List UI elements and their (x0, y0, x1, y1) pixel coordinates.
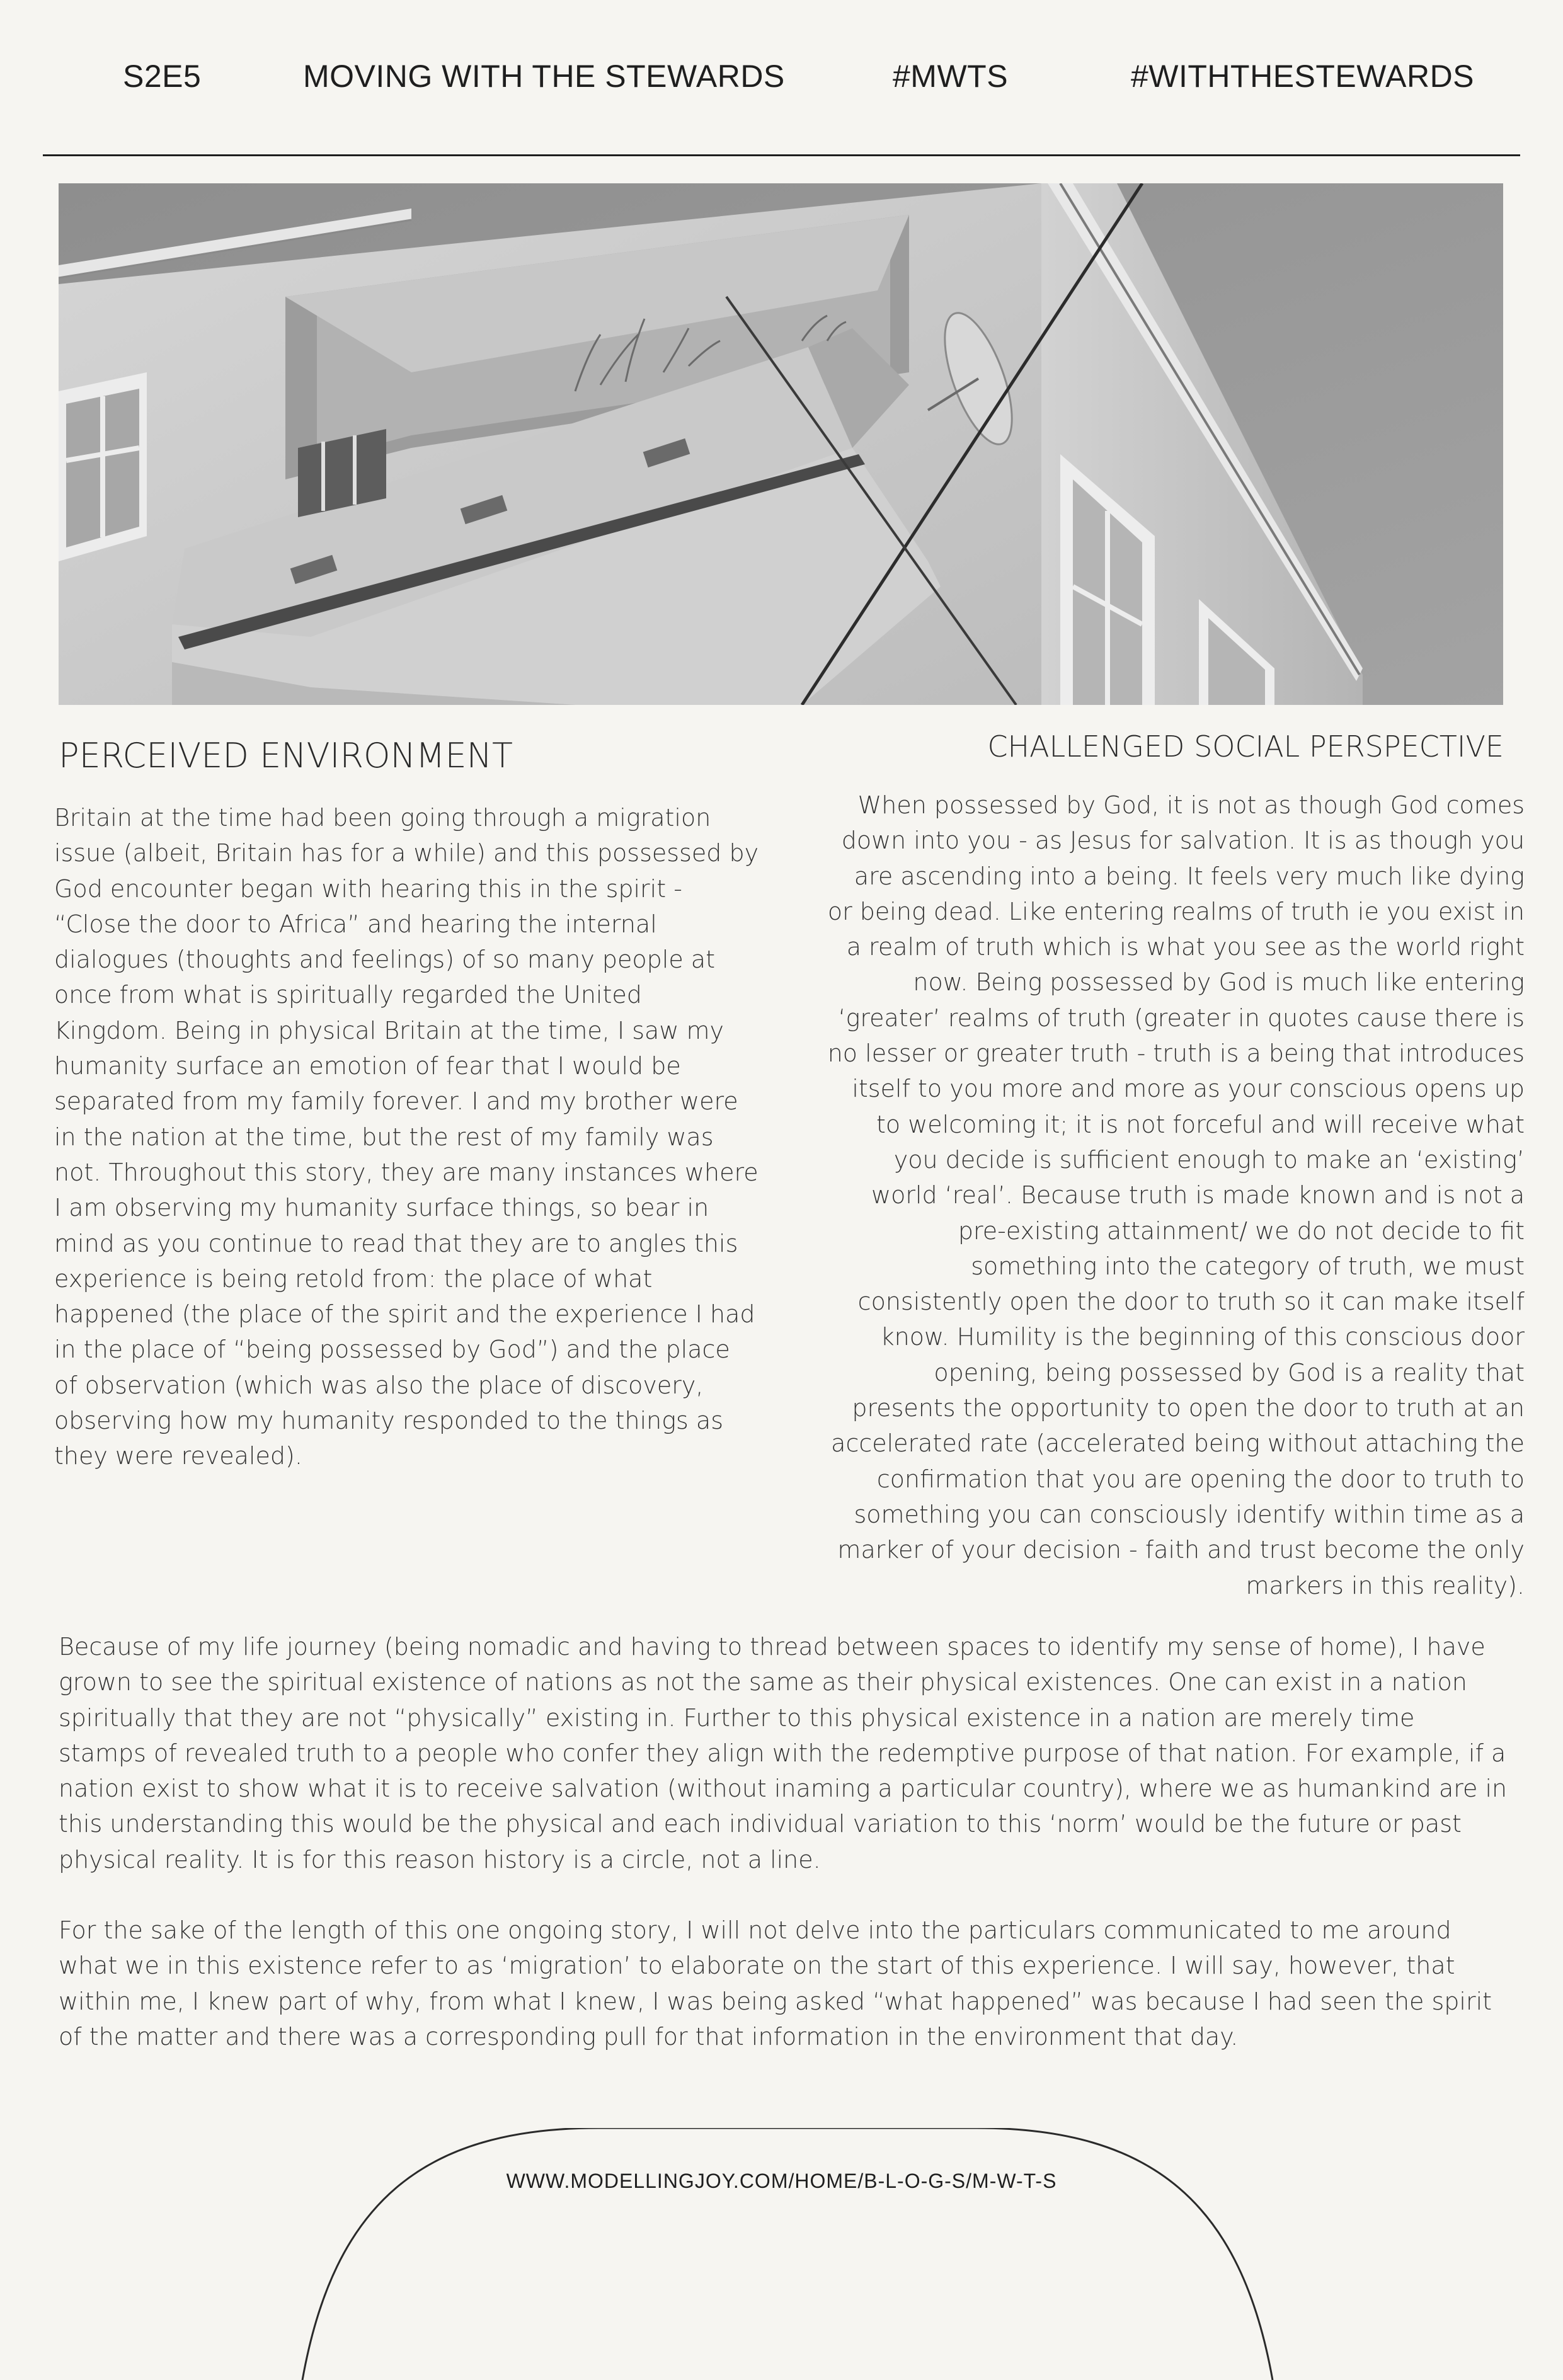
page-title: MOVING WITH THE STEWARDS (303, 59, 785, 94)
footer-arc (296, 2128, 1279, 2380)
perceived-environment-heading: PERCEIVED ENVIRONMENT (59, 736, 513, 775)
building-illustration (59, 183, 1503, 705)
body-paragraph-1: Because of my life journey (being nomadic and having to thread between spaces to identify my sense of home), I have grown to see the spiritual existence of nations as not the same as their physical existences. One can exist in a nation spiritually that they are not “physically” existing in. Further to this physical existence in a nation are merely time stamps of revealed truth to a people who confer they align with the redemptive purpose of that nation. For example, if a nation exist to show what it is to receive salvation (without inaming a particular country), where we as humankind are in this understanding this would be the physical and each individual variation to this ‘norm’ would be the future or past physical reality. It is for this reason history is a circle, not a line. (59, 1633, 1508, 1874)
challenged-social-perspective-text (825, 787, 1525, 1603)
perceived-environment-text (54, 800, 760, 1474)
header-divider (43, 154, 1520, 156)
header (0, 58, 1563, 102)
building-photo (59, 183, 1503, 705)
footer-url-link[interactable]: WWW.MODELLINGJOY.COM/HOME/B-L-O-G-S/M-W-T-S (506, 2170, 1057, 2192)
challenged-social-perspective-heading: CHALLENGED SOCIAL PERSPECTIVE (987, 729, 1504, 764)
perceived-environment-paragraph: Britain at the time had been going through a migration issue (albeit, Britain has for a while) and this possessed by God encounter began with hearing this in the spirit - “Close the door to Africa” and hearing the internal dialogues (thoughts and feelings) of so many people at once from what is spiritually regarded the United Kingdom. Being in physical Britain at the time, I saw my humanity surface an emotion of fear that I would be separated from my family forever. I and my brother were in the nation at the time, but the rest of my family was not. Throughout this story, they are many instances where I am observing my humanity surface things, so bear in mind as you continue to read that they are to angles this experience is being retold from: the place of what happened (the place of the spirit and the experience I had in the place of “being possessed by God”) and the place of observation (which was also the place of discovery, observing how my humanity responded to the things as they were revealed). (54, 804, 759, 1470)
hashtag-withthestewards: #WITHTHESTEWARDS (1131, 59, 1475, 94)
episode-label: S2E5 (123, 59, 202, 94)
challenged-social-perspective-paragraph: When possessed by God, it is not as though God comes down into you - as Jesus for salvation. It is as though you are ascending into a being. It feels very much like dying or being dead. Like entering realms of truth ie you exist in a realm of truth which is what you see as the world right now. Being possessed by God is much like entering ‘greater’ realms of truth (greater in quotes cause there is no lesser or greater truth - truth is a being that introduces itself to you more and more as your conscious opens up to welcoming it; it is not forceful and will receive what you decide is sufficient enough to make an ‘existing’ world ‘real’. Because truth is made known and is not a pre-existing attainment/ we do not decide to fit something into the category of truth, we must consistently open the door to truth so it can make itself know. Humility is the beginning of this conscious door opening, being possessed by God is a reality that presents the opportunity to open the door to truth at an accelerated rate (accelerated being without attaching the confirmation that you are opening the door to truth to something you can consciously identify within time as a marker of your decision - faith and trust become the only markers in this reality). (827, 791, 1525, 1599)
hashtag-mwts: #MWTS (893, 59, 1009, 94)
body-paragraph-2: For the sake of the length of this one ongoing story, I will not delve into the particulars communicated to me around what we in this existence refer to as ‘migration’ to elaborate on the start of this experience. I will say, however, that within me, I knew part of why, from what I knew, I was being asked “what happened” was because I had seen the spirit of the matter and there was a corresponding pull for that information in the environment that day. (59, 1916, 1492, 2051)
